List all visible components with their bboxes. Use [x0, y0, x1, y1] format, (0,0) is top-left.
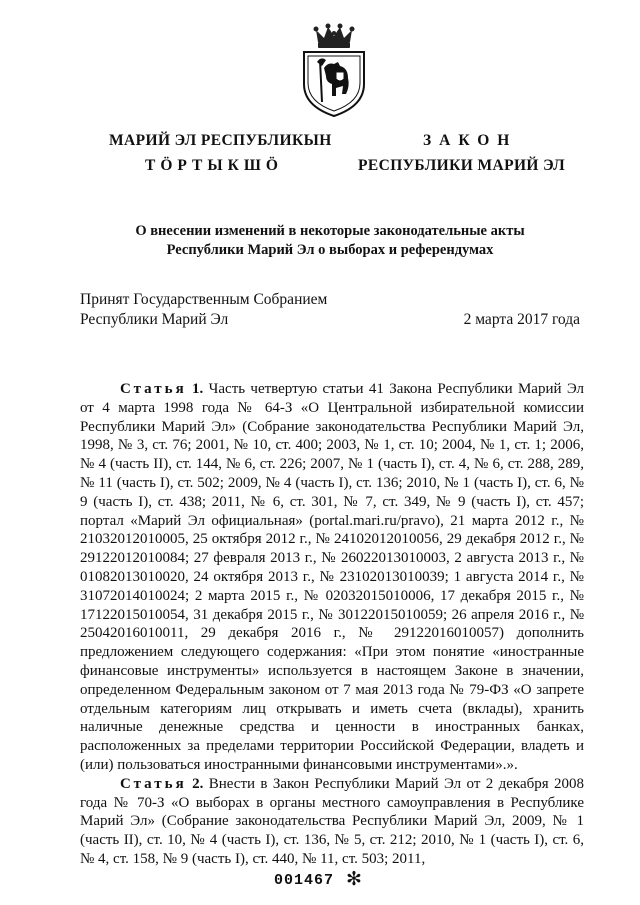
law-title [60, 222, 600, 260]
article-1-number: 1. [192, 381, 204, 397]
adopted-by-line2: Республики Марий Эл [80, 310, 229, 328]
adopted-by-line1: Принят Государственным Собранием [80, 291, 328, 308]
article-1 [80, 380, 584, 775]
header-left-line2: ТӦРТЫКШӦ [145, 157, 283, 174]
document-number: 001467 [274, 872, 335, 889]
header-right-line2: РЕСПУБЛИКИ МАРИЙ ЭЛ [358, 157, 566, 174]
article-1-label: Статья [120, 381, 187, 397]
coat-of-arms-emblem [290, 22, 378, 118]
header-left-line1: МАРИЙ ЭЛ РЕСПУБЛИКЫН [109, 132, 332, 149]
article-2-text: Внести в Закон Республики Марий Эл от 2 декабря 2008 года № 70-З «О выборах в органы местного самоуправления в Республике Марий Эл» (Собрание законодательства Республики Марий Эл, 2009, № 1 (часть II), ст. 10, № 4 (часть I), ст. 136, № 5, ст. 212; 2010, № 1 (часть I), ст. 6, № 4, ст. 158, № 9 (часть I), ст. 440, № 11, ст. 503; 2011, [80, 775, 585, 867]
article-2-label: Статья [120, 775, 187, 792]
adoption-info [80, 290, 580, 329]
law-body [80, 380, 584, 869]
header-right-line1: ЗАКОН [423, 132, 518, 149]
article-2 [80, 775, 584, 869]
law-title-line1: О внесении изменений в некоторые законодательные акты [135, 223, 525, 239]
adoption-date: 2 марта 2017 года [463, 310, 580, 328]
law-title-line2: Республики Марий Эл о выборах и референдумах [166, 242, 494, 258]
article-1-text: Часть четвертую статьи 41 Закона Республики Марий Эл от 4 марта 1998 года № 64-З «О Центральной избирательной комиссии Республики Марий Эл» (Собрание законодательства Республики Марий Эл, 1998, № 3, ст. 76; 2001, № 10, ст. 400; 2003, № 1, ст. 10; 2004, № 1, ст. 1; 2006, № 4 (часть II), ст. 144, № 6, ст. 226; 2007, № 1 (часть I), ст. 4, № 6, ст. 288, 289, № 11 (часть I), ст. 502; 2009, № 4 (часть I), ст. 136; 2010, № 1 (часть I), ст. 6, № 9 (часть I), ст. 438; 2011, № 6, ст. 301, № 7, ст. 349, № 9 (часть I), ст. 457; портал «Марий Эл официальная» (portal.mari.ru/pravo), 21 марта 2012 г., № 21032012010005, 25 октября 2012 г., № 24102012010056, 29 декабря 2012 г., № 29122012010084; 27 февраля 2013 г., № 26022013010003, 2 августа 2013 г., № 01082013010020, 24 октября 2013 г., № 23102013010039; 1 августа 2014 г., № 31072014010024; 2 марта 2015 г., № 02032015010006, 17 декабря 2015 г., № 17122015010054, 31 декабря 2015 г., № 30122015010059; 26 апреля 2016 г., № 25042016010011, 29 декабря 2016 г., № 29122016010057) дополнить предложением следующего содержания: «При этом понятие «иностранные финансовые инструменты» используется в настоящем Законе в значении, определенном Федеральным законом от 7 мая 2013 года № 79-ФЗ «О запрете отдельным категориям лиц открывать и иметь счета (вклады), хранить наличные денежные средства и ценности в иностранных банках, расположенных за пределами территории Российской Федерации, владеть и (или) пользоваться иностранными финансовыми инструментами».». [80, 381, 585, 773]
asterisk-mark: ✻ [346, 868, 362, 890]
article-2-number: 2. [192, 775, 204, 792]
